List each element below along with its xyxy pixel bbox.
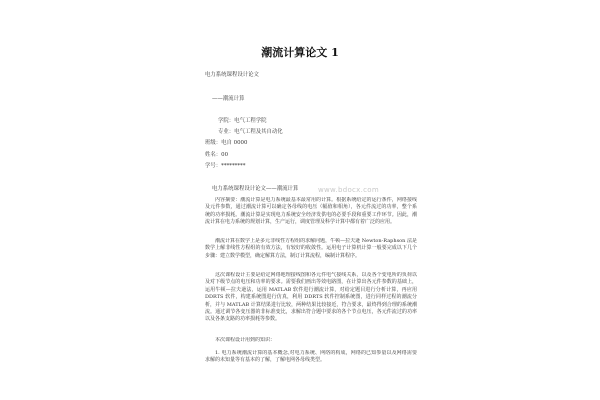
subtitle: ——潮流计算 [212, 96, 245, 102]
paragraph-2: 潮流计算在数学上是多元非线性方程组的求解问题，牛顿—拉夫逊 Newton-Raphson 法是数学上解非线性方程组的有效方法，有较好的收敛性。运用电子计算机计算一般要完成以下几个步骤：建立数学模型，确定解算方法，制订计算流程，编制计算程序。 [205, 238, 417, 259]
abstract-paragraph: 内容摘要：潮流计算是电力系统最基本最常用的计算。根据系统给定的运行条件，网络接线及元件参数，通过潮流计算可以确定各母线的电压（幅值和相角），各元件流过的功率，整个系统的功率损耗。潮流计算是实现电力系统安全经济发供电的必要手段和重要工作环节。因此，潮流计算在电力系统的规划计算，生产运行，调度管理及科学计算中都有着广泛的应用。 [205, 197, 417, 226]
document-title: 潮流计算论文 1 [261, 46, 339, 59]
section-heading: 电力系统课程设计论文——潮流计算 [212, 186, 299, 192]
class-line: 班级：电自 0000 [205, 140, 248, 146]
paragraph-3: 这次课程设计主要是给定网络地理接线图和各元件电气接线关系，以及各个变电所的负荷以及对下级节点的电压和功率的要求。需要我们画出等效电路图，在计算出各元件参数的基础上，运用牛顿—拉夫逊法，运用 MATLAB 软件进行潮流计算，对给定题目进行分析计算，再应用 DDRTS 软件，构建系统图进行仿真，利用 DDRTS 软件控制系统图，进行同样过程的潮流分析，并与 MATLAB 计算结果进行比较，两种结果比较接近，符合要求，最终得到合理的系统潮流。通过调节各变压器的非标准变比，求解出符合题中要求的各个节点电压，各元件流过的功率以及各条支路的功率损耗等参数。 [205, 272, 417, 323]
student-id-line: 学号：********* [205, 163, 246, 169]
name-line: 姓名：00 [205, 152, 229, 158]
paragraph-4: 本次课程设计用到的知识： [215, 337, 276, 343]
paragraph-5: 1. 电力系统潮流计算的基本概念,对电力系统、网络的构成，网络的已知参量以及网络需要求解的未知量等有基本的了解，了解电网各母线类型。 [205, 350, 417, 364]
watermark: www.bdocx.com [318, 186, 379, 194]
course-design-label: 电力系统课程设计论文 [205, 72, 259, 78]
major-line: 专业：电气工程及其自动化 [218, 129, 283, 135]
college-line: 学院：电气工程学院 [218, 118, 267, 124]
